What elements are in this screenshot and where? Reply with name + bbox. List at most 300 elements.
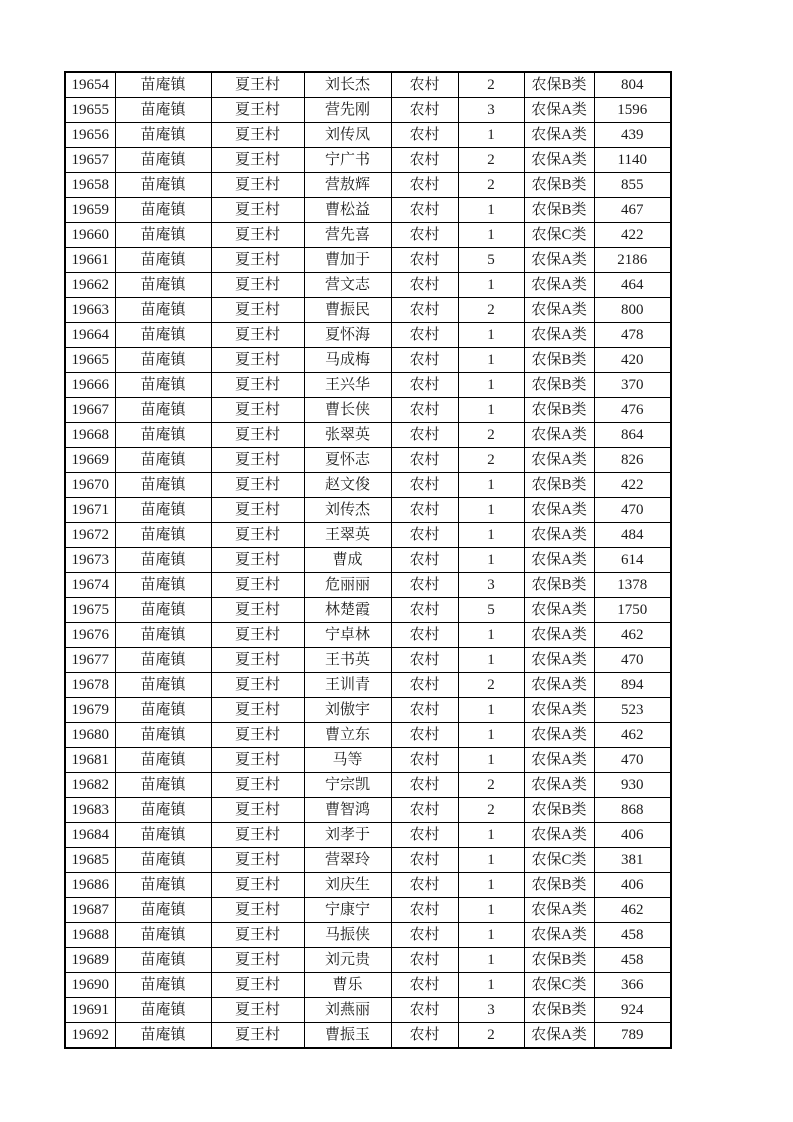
cell-person-name: 刘燕丽 — [304, 998, 391, 1023]
cell-amount: 614 — [594, 548, 671, 573]
cell-insurance-class: 农保A类 — [524, 698, 594, 723]
cell-town: 苗庵镇 — [115, 72, 211, 98]
cell-residence-category: 农村 — [391, 473, 458, 498]
cell-record-number: 19685 — [65, 848, 115, 873]
cell-insurance-class: 农保A类 — [524, 648, 594, 673]
cell-record-number: 19672 — [65, 523, 115, 548]
table-row — [65, 998, 671, 1023]
cell-record-number: 19683 — [65, 798, 115, 823]
cell-insurance-class: 农保A类 — [524, 323, 594, 348]
cell-person-count: 1 — [458, 973, 524, 998]
cell-village: 夏王村 — [211, 798, 304, 823]
cell-residence-category: 农村 — [391, 398, 458, 423]
cell-residence-category: 农村 — [391, 498, 458, 523]
cell-amount: 1596 — [594, 98, 671, 123]
cell-village: 夏王村 — [211, 498, 304, 523]
cell-amount: 422 — [594, 223, 671, 248]
cell-person-count: 1 — [458, 473, 524, 498]
cell-insurance-class: 农保A类 — [524, 898, 594, 923]
cell-person-name: 刘传杰 — [304, 498, 391, 523]
cell-town: 苗庵镇 — [115, 723, 211, 748]
table-row — [65, 423, 671, 448]
table-body — [65, 72, 671, 1048]
cell-residence-category: 农村 — [391, 598, 458, 623]
cell-town: 苗庵镇 — [115, 448, 211, 473]
cell-record-number: 19655 — [65, 98, 115, 123]
table-row — [65, 398, 671, 423]
cell-record-number: 19664 — [65, 323, 115, 348]
cell-residence-category: 农村 — [391, 423, 458, 448]
cell-record-number: 19656 — [65, 123, 115, 148]
cell-record-number: 19668 — [65, 423, 115, 448]
cell-residence-category: 农村 — [391, 898, 458, 923]
cell-insurance-class: 农保B类 — [524, 573, 594, 598]
cell-record-number: 19679 — [65, 698, 115, 723]
cell-person-count: 2 — [458, 773, 524, 798]
table-row — [65, 248, 671, 273]
cell-insurance-class: 农保A类 — [524, 248, 594, 273]
table-row — [65, 648, 671, 673]
cell-person-name: 刘傲宇 — [304, 698, 391, 723]
cell-amount: 476 — [594, 398, 671, 423]
cell-insurance-class: 农保A类 — [524, 673, 594, 698]
cell-village: 夏王村 — [211, 648, 304, 673]
table-row — [65, 448, 671, 473]
cell-amount: 422 — [594, 473, 671, 498]
cell-person-count: 1 — [458, 848, 524, 873]
cell-town: 苗庵镇 — [115, 123, 211, 148]
cell-record-number: 19669 — [65, 448, 115, 473]
table-row — [65, 223, 671, 248]
cell-residence-category: 农村 — [391, 573, 458, 598]
cell-insurance-class: 农保A类 — [524, 1023, 594, 1049]
cell-insurance-class: 农保B类 — [524, 948, 594, 973]
table-row — [65, 948, 671, 973]
cell-person-count: 2 — [458, 1023, 524, 1049]
cell-residence-category: 农村 — [391, 723, 458, 748]
cell-person-name: 营文志 — [304, 273, 391, 298]
cell-person-name: 马振侠 — [304, 923, 391, 948]
cell-residence-category: 农村 — [391, 998, 458, 1023]
cell-person-count: 1 — [458, 698, 524, 723]
table-row — [65, 123, 671, 148]
cell-town: 苗庵镇 — [115, 948, 211, 973]
cell-amount: 439 — [594, 123, 671, 148]
cell-amount: 868 — [594, 798, 671, 823]
cell-village: 夏王村 — [211, 698, 304, 723]
table-row — [65, 98, 671, 123]
cell-amount: 462 — [594, 723, 671, 748]
cell-residence-category: 农村 — [391, 448, 458, 473]
cell-person-name: 宁康宁 — [304, 898, 391, 923]
cell-town: 苗庵镇 — [115, 798, 211, 823]
cell-town: 苗庵镇 — [115, 173, 211, 198]
cell-residence-category: 农村 — [391, 748, 458, 773]
cell-residence-category: 农村 — [391, 298, 458, 323]
cell-village: 夏王村 — [211, 598, 304, 623]
cell-record-number: 19675 — [65, 598, 115, 623]
cell-insurance-class: 农保A类 — [524, 148, 594, 173]
cell-town: 苗庵镇 — [115, 823, 211, 848]
cell-insurance-class: 农保B类 — [524, 198, 594, 223]
table-row — [65, 673, 671, 698]
cell-amount: 800 — [594, 298, 671, 323]
cell-record-number: 19660 — [65, 223, 115, 248]
table-row — [65, 323, 671, 348]
cell-person-name: 赵文俊 — [304, 473, 391, 498]
cell-record-number: 19662 — [65, 273, 115, 298]
cell-village: 夏王村 — [211, 348, 304, 373]
cell-person-name: 宁宗凯 — [304, 773, 391, 798]
cell-village: 夏王村 — [211, 448, 304, 473]
cell-person-name: 刘元贵 — [304, 948, 391, 973]
table-row — [65, 773, 671, 798]
cell-residence-category: 农村 — [391, 173, 458, 198]
cell-record-number: 19663 — [65, 298, 115, 323]
table-row — [65, 198, 671, 223]
cell-residence-category: 农村 — [391, 198, 458, 223]
cell-person-count: 1 — [458, 498, 524, 523]
cell-village: 夏王村 — [211, 173, 304, 198]
cell-residence-category: 农村 — [391, 698, 458, 723]
cell-residence-category: 农村 — [391, 948, 458, 973]
cell-insurance-class: 农保A类 — [524, 823, 594, 848]
cell-record-number: 19676 — [65, 623, 115, 648]
cell-residence-category: 农村 — [391, 72, 458, 98]
cell-village: 夏王村 — [211, 623, 304, 648]
cell-village: 夏王村 — [211, 823, 304, 848]
cell-record-number: 19691 — [65, 998, 115, 1023]
cell-town: 苗庵镇 — [115, 273, 211, 298]
table-row — [65, 923, 671, 948]
cell-residence-category: 农村 — [391, 248, 458, 273]
cell-insurance-class: 农保A类 — [524, 498, 594, 523]
cell-insurance-class: 农保A类 — [524, 298, 594, 323]
table-row — [65, 898, 671, 923]
cell-person-name: 林楚霞 — [304, 598, 391, 623]
cell-record-number: 19681 — [65, 748, 115, 773]
cell-insurance-class: 农保A类 — [524, 598, 594, 623]
cell-person-name: 夏怀海 — [304, 323, 391, 348]
cell-village: 夏王村 — [211, 248, 304, 273]
cell-village: 夏王村 — [211, 673, 304, 698]
cell-amount: 2186 — [594, 248, 671, 273]
cell-person-count: 1 — [458, 823, 524, 848]
cell-village: 夏王村 — [211, 898, 304, 923]
cell-person-name: 王兴华 — [304, 373, 391, 398]
cell-insurance-class: 农保B类 — [524, 398, 594, 423]
cell-person-name: 曹长侠 — [304, 398, 391, 423]
cell-town: 苗庵镇 — [115, 773, 211, 798]
cell-amount: 406 — [594, 873, 671, 898]
cell-record-number: 19689 — [65, 948, 115, 973]
cell-record-number: 19667 — [65, 398, 115, 423]
cell-amount: 366 — [594, 973, 671, 998]
cell-record-number: 19658 — [65, 173, 115, 198]
cell-residence-category: 农村 — [391, 548, 458, 573]
cell-amount: 458 — [594, 948, 671, 973]
cell-person-count: 5 — [458, 598, 524, 623]
cell-residence-category: 农村 — [391, 673, 458, 698]
cell-person-count: 1 — [458, 948, 524, 973]
table-row — [65, 548, 671, 573]
cell-residence-category: 农村 — [391, 348, 458, 373]
cell-town: 苗庵镇 — [115, 198, 211, 223]
cell-person-name: 刘传凤 — [304, 123, 391, 148]
table-row — [65, 473, 671, 498]
cell-insurance-class: 农保A类 — [524, 773, 594, 798]
cell-village: 夏王村 — [211, 873, 304, 898]
cell-person-count: 2 — [458, 298, 524, 323]
cell-village: 夏王村 — [211, 398, 304, 423]
table-row — [65, 348, 671, 373]
cell-amount: 420 — [594, 348, 671, 373]
table-row — [65, 823, 671, 848]
cell-person-name: 曹振玉 — [304, 1023, 391, 1049]
cell-town: 苗庵镇 — [115, 248, 211, 273]
cell-amount: 478 — [594, 323, 671, 348]
cell-person-count: 2 — [458, 798, 524, 823]
cell-town: 苗庵镇 — [115, 148, 211, 173]
table-row — [65, 873, 671, 898]
table-row — [65, 723, 671, 748]
cell-person-name: 曹加于 — [304, 248, 391, 273]
cell-record-number: 19657 — [65, 148, 115, 173]
cell-amount: 462 — [594, 623, 671, 648]
cell-person-count: 1 — [458, 748, 524, 773]
cell-town: 苗庵镇 — [115, 923, 211, 948]
cell-amount: 1378 — [594, 573, 671, 598]
cell-record-number: 19674 — [65, 573, 115, 598]
cell-residence-category: 农村 — [391, 973, 458, 998]
table-row — [65, 72, 671, 98]
cell-amount: 789 — [594, 1023, 671, 1049]
table-row — [65, 523, 671, 548]
cell-record-number: 19666 — [65, 373, 115, 398]
cell-insurance-class: 农保A类 — [524, 423, 594, 448]
cell-town: 苗庵镇 — [115, 748, 211, 773]
cell-amount: 1750 — [594, 598, 671, 623]
cell-person-name: 刘庆生 — [304, 873, 391, 898]
cell-village: 夏王村 — [211, 298, 304, 323]
cell-amount: 406 — [594, 823, 671, 848]
cell-person-count: 1 — [458, 198, 524, 223]
table-row — [65, 298, 671, 323]
cell-town: 苗庵镇 — [115, 223, 211, 248]
cell-residence-category: 农村 — [391, 148, 458, 173]
cell-person-count: 1 — [458, 223, 524, 248]
cell-residence-category: 农村 — [391, 648, 458, 673]
cell-person-name: 营先喜 — [304, 223, 391, 248]
cell-village: 夏王村 — [211, 123, 304, 148]
cell-village: 夏王村 — [211, 323, 304, 348]
cell-record-number: 19677 — [65, 648, 115, 673]
cell-person-count: 1 — [458, 123, 524, 148]
cell-village: 夏王村 — [211, 423, 304, 448]
cell-town: 苗庵镇 — [115, 673, 211, 698]
cell-insurance-class: 农保C类 — [524, 973, 594, 998]
cell-amount: 855 — [594, 173, 671, 198]
cell-town: 苗庵镇 — [115, 98, 211, 123]
cell-town: 苗庵镇 — [115, 648, 211, 673]
cell-insurance-class: 农保A类 — [524, 523, 594, 548]
cell-person-name: 刘长杰 — [304, 72, 391, 98]
cell-record-number: 19654 — [65, 72, 115, 98]
table-row — [65, 373, 671, 398]
table-row — [65, 1023, 671, 1049]
cell-village: 夏王村 — [211, 573, 304, 598]
table-row — [65, 748, 671, 773]
cell-person-count: 5 — [458, 248, 524, 273]
cell-village: 夏王村 — [211, 98, 304, 123]
cell-amount: 864 — [594, 423, 671, 448]
cell-village: 夏王村 — [211, 373, 304, 398]
table-row — [65, 623, 671, 648]
cell-village: 夏王村 — [211, 148, 304, 173]
cell-village: 夏王村 — [211, 848, 304, 873]
cell-amount: 894 — [594, 673, 671, 698]
cell-residence-category: 农村 — [391, 873, 458, 898]
cell-residence-category: 农村 — [391, 123, 458, 148]
cell-amount: 370 — [594, 373, 671, 398]
cell-person-count: 1 — [458, 723, 524, 748]
cell-town: 苗庵镇 — [115, 848, 211, 873]
cell-insurance-class: 农保C类 — [524, 848, 594, 873]
cell-person-name: 营翠玲 — [304, 848, 391, 873]
cell-residence-category: 农村 — [391, 273, 458, 298]
cell-person-name: 宁广书 — [304, 148, 391, 173]
cell-insurance-class: 农保A类 — [524, 623, 594, 648]
cell-person-name: 曹乐 — [304, 973, 391, 998]
cell-amount: 523 — [594, 698, 671, 723]
cell-town: 苗庵镇 — [115, 998, 211, 1023]
cell-town: 苗庵镇 — [115, 698, 211, 723]
table-row — [65, 573, 671, 598]
cell-insurance-class: 农保A类 — [524, 123, 594, 148]
cell-person-count: 2 — [458, 673, 524, 698]
cell-insurance-class: 农保A类 — [524, 448, 594, 473]
cell-insurance-class: 农保B类 — [524, 873, 594, 898]
cell-insurance-class: 农保A类 — [524, 748, 594, 773]
cell-village: 夏王村 — [211, 723, 304, 748]
cell-person-count: 1 — [458, 548, 524, 573]
cell-village: 夏王村 — [211, 72, 304, 98]
cell-village: 夏王村 — [211, 223, 304, 248]
cell-village: 夏王村 — [211, 773, 304, 798]
cell-insurance-class: 农保A类 — [524, 98, 594, 123]
cell-person-count: 2 — [458, 173, 524, 198]
cell-person-name: 张翠英 — [304, 423, 391, 448]
cell-insurance-class: 农保C类 — [524, 223, 594, 248]
cell-record-number: 19665 — [65, 348, 115, 373]
cell-person-name: 马等 — [304, 748, 391, 773]
cell-record-number: 19687 — [65, 898, 115, 923]
cell-amount: 1140 — [594, 148, 671, 173]
cell-amount: 470 — [594, 498, 671, 523]
cell-residence-category: 农村 — [391, 773, 458, 798]
cell-village: 夏王村 — [211, 1023, 304, 1049]
cell-amount: 930 — [594, 773, 671, 798]
cell-record-number: 19670 — [65, 473, 115, 498]
cell-record-number: 19682 — [65, 773, 115, 798]
cell-residence-category: 农村 — [391, 373, 458, 398]
cell-amount: 381 — [594, 848, 671, 873]
cell-insurance-class: 农保A类 — [524, 923, 594, 948]
cell-person-count: 3 — [458, 998, 524, 1023]
cell-town: 苗庵镇 — [115, 973, 211, 998]
cell-person-count: 1 — [458, 398, 524, 423]
cell-village: 夏王村 — [211, 198, 304, 223]
cell-amount: 804 — [594, 72, 671, 98]
cell-town: 苗庵镇 — [115, 598, 211, 623]
cell-person-name: 曹智鸿 — [304, 798, 391, 823]
cell-residence-category: 农村 — [391, 98, 458, 123]
cell-town: 苗庵镇 — [115, 898, 211, 923]
table-row — [65, 498, 671, 523]
cell-residence-category: 农村 — [391, 798, 458, 823]
cell-residence-category: 农村 — [391, 1023, 458, 1049]
cell-person-count: 1 — [458, 373, 524, 398]
table-row — [65, 848, 671, 873]
cell-person-name: 曹振民 — [304, 298, 391, 323]
cell-insurance-class: 农保B类 — [524, 72, 594, 98]
cell-amount: 470 — [594, 748, 671, 773]
cell-insurance-class: 农保B类 — [524, 173, 594, 198]
cell-town: 苗庵镇 — [115, 473, 211, 498]
cell-residence-category: 农村 — [391, 848, 458, 873]
cell-amount: 470 — [594, 648, 671, 673]
table-row — [65, 148, 671, 173]
cell-person-name: 曹松益 — [304, 198, 391, 223]
cell-person-count: 1 — [458, 898, 524, 923]
cell-town: 苗庵镇 — [115, 523, 211, 548]
table-row — [65, 598, 671, 623]
cell-record-number: 19678 — [65, 673, 115, 698]
cell-village: 夏王村 — [211, 973, 304, 998]
cell-person-count: 3 — [458, 573, 524, 598]
cell-record-number: 19680 — [65, 723, 115, 748]
table-row — [65, 973, 671, 998]
cell-person-count: 1 — [458, 348, 524, 373]
cell-person-count: 2 — [458, 423, 524, 448]
cell-town: 苗庵镇 — [115, 548, 211, 573]
cell-town: 苗庵镇 — [115, 623, 211, 648]
table-row — [65, 273, 671, 298]
cell-record-number: 19686 — [65, 873, 115, 898]
cell-person-name: 刘孝于 — [304, 823, 391, 848]
cell-residence-category: 农村 — [391, 823, 458, 848]
cell-insurance-class: 农保B类 — [524, 473, 594, 498]
cell-residence-category: 农村 — [391, 923, 458, 948]
cell-person-count: 1 — [458, 873, 524, 898]
cell-person-name: 营敖辉 — [304, 173, 391, 198]
cell-person-name: 危丽丽 — [304, 573, 391, 598]
cell-person-name: 夏怀志 — [304, 448, 391, 473]
cell-town: 苗庵镇 — [115, 398, 211, 423]
cell-amount: 458 — [594, 923, 671, 948]
cell-insurance-class: 农保A类 — [524, 723, 594, 748]
cell-person-count: 1 — [458, 323, 524, 348]
cell-amount: 467 — [594, 198, 671, 223]
cell-town: 苗庵镇 — [115, 373, 211, 398]
cell-record-number: 19673 — [65, 548, 115, 573]
cell-town: 苗庵镇 — [115, 573, 211, 598]
cell-person-name: 王训青 — [304, 673, 391, 698]
cell-village: 夏王村 — [211, 748, 304, 773]
cell-village: 夏王村 — [211, 548, 304, 573]
cell-insurance-class: 农保A类 — [524, 548, 594, 573]
cell-amount: 484 — [594, 523, 671, 548]
